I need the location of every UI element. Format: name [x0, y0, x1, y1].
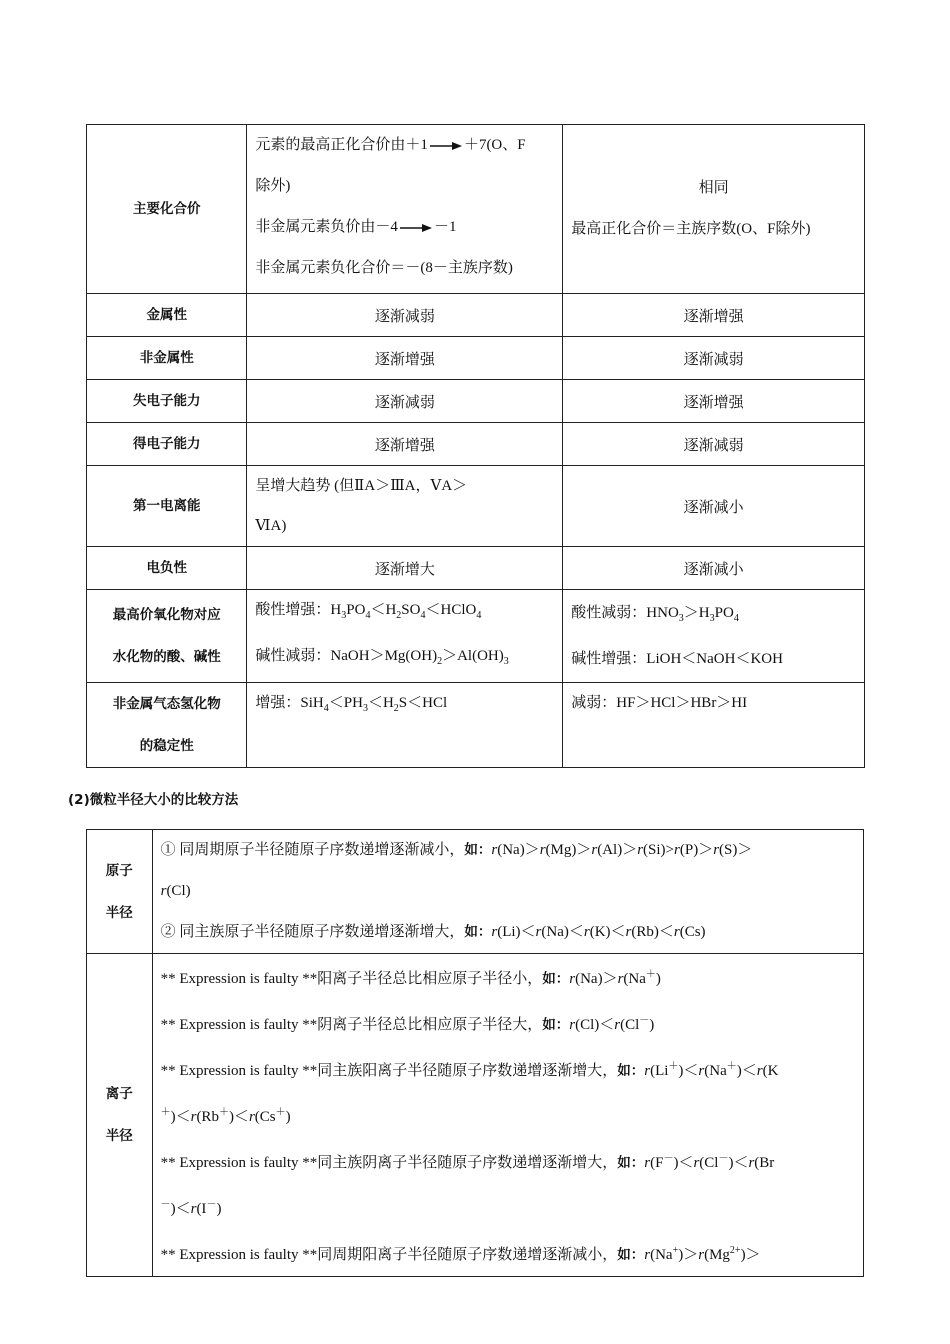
ion-radius-content	[152, 954, 863, 1277]
valence-line-3b: －1	[433, 219, 457, 235]
ion-rule-2: ** Expression is faulty **阴离子半径总比相应原子半径大，如：r(Cl)＜r(Cl－)	[160, 1015, 655, 1033]
valence-line-2: 除外)	[255, 178, 291, 194]
arrow-right-icon	[430, 141, 462, 151]
electronegativity-period: 逐渐增大	[247, 547, 563, 590]
acid-decrease-line: 酸性减弱：$HNO_3>H_3PO_4$	[571, 604, 739, 624]
atom-rule-1-cont: r(Cl)	[160, 883, 191, 899]
lose-electron-group: 逐渐增强	[563, 380, 865, 423]
oxide-period	[247, 590, 563, 683]
row-label-valence: 主要化合价	[87, 125, 247, 294]
oxide-group	[563, 590, 865, 683]
base-decrease-line: 碱性减弱：$NaOH>Mg(OH)_2>Al(OH)_3$	[255, 648, 509, 667]
radius-table	[86, 829, 864, 1277]
ionization-group: 逐渐减小	[563, 466, 865, 547]
section-title: (2)微粒半径大小的比较方法	[68, 792, 239, 808]
gain-electron-period: 逐渐增强	[247, 423, 563, 466]
hydride-group: 减弱：HF＞HCl＞HBr＞HI	[563, 683, 865, 768]
ionization-line-1: 呈增大趋势 (但ⅡA＞ⅢA，ⅤA＞	[255, 478, 468, 494]
ion-label-line-2: 半径	[105, 1128, 133, 1144]
row-label-ionization: 第一电离能	[87, 466, 247, 547]
atom-radius-content	[152, 830, 863, 954]
oxide-label-line-1: 最高价氧化物对应	[112, 607, 221, 623]
ion-rule-3: ** Expression is faulty **同主族阳离子半径随原子序数递增逐渐增大，如：r(Li＋)＜r(Na＋)＜r(K	[160, 1061, 779, 1079]
valence-group-line-2: 最高正化合价＝主族序数(O、F除外)	[571, 221, 811, 237]
row-label-hydride	[87, 683, 247, 768]
valence-line-3a: 非金属元素负价由－4	[255, 219, 398, 235]
nonmetallic-group: 逐渐减弱	[563, 337, 865, 380]
ionization-period	[247, 466, 563, 547]
valence-line-1a: 元素的最高正化合价由＋1	[255, 137, 428, 153]
hydride-period: 增强：$SiH_4<PH_3<H_2S<HCl$	[247, 683, 563, 768]
row-label-nonmetallic: 非金属性	[87, 337, 247, 380]
oxide-label-line-2: 水化物的酸、碱性	[112, 649, 221, 665]
nonmetallic-period: 逐渐增强	[247, 337, 563, 380]
valence-line-1b: ＋7(O、F	[463, 137, 526, 153]
metallic-period: 逐渐减弱	[247, 294, 563, 337]
ion-rule-1: ** Expression is faulty **阳离子半径总比相应原子半径小，如：r(Na)＞r(Na＋)	[160, 969, 661, 987]
row-label-lose-electron: 失电子能力	[87, 380, 247, 423]
acid-increase-line: 酸性增强：$H_3PO_4<H_2SO_4<HClO_4$	[255, 602, 482, 621]
atom-radius-label	[87, 830, 153, 954]
row-label-oxide-hydrate	[87, 590, 247, 683]
valence-line-4: 非金属元素负化合价＝－(8－主族序数)	[255, 260, 513, 276]
lose-electron-period: 逐渐减弱	[247, 380, 563, 423]
metallic-group: 逐渐增强	[563, 294, 865, 337]
base-increase-line: 碱性增强：LiOH＜NaOH＜KOH	[571, 650, 783, 667]
ion-rule-3-cont: ＋)＜r(Rb＋)＜r(Cs＋)	[160, 1107, 291, 1125]
hydride-label-line-1: 非金属气态氢化物	[112, 696, 221, 712]
ionization-line-2: ⅥA)	[255, 518, 287, 534]
atom-label-line-2: 半径	[105, 904, 133, 921]
atom-rule-1: ① 同周期原子半径随原子序数递增逐渐减小，如：r(Na)＞r(Mg)＞r(Al)＞r(Si)>r(P)＞r(S)＞	[160, 842, 753, 858]
valence-group-line-1: 相同	[698, 180, 729, 196]
atom-label-line-1: 原子	[105, 862, 133, 879]
row-label-metallic: 金属性	[87, 294, 247, 337]
ion-rule-4: ** Expression is faulty **同主族阴离子半径随原子序数递增逐渐增大，如：r(F－)＜r(Cl－)＜r(Br	[160, 1153, 775, 1171]
row-label-gain-electron: 得电子能力	[87, 423, 247, 466]
ion-radius-label	[87, 954, 153, 1277]
row-label-electronegativity: 电负性	[87, 547, 247, 590]
ion-label-line-1: 离子	[105, 1086, 133, 1102]
electronegativity-group: 逐渐减小	[563, 547, 865, 590]
periodic-trends-table	[86, 124, 865, 768]
hydride-label-line-2: 的稳定性	[139, 738, 194, 754]
arrow-right-icon	[400, 223, 432, 233]
gain-electron-group: 逐渐减弱	[563, 423, 865, 466]
valence-period-cell	[247, 125, 563, 294]
ion-rule-5: ** Expression is faulty **同周期阳离子半径随原子序数递增逐渐减小，如：$r(Na^+)>r(Mg^{2+})>$	[160, 1245, 761, 1263]
atom-rule-2: ② 同主族原子半径随原子序数递增逐渐增大，如：r(Li)＜r(Na)＜r(K)＜r(Rb)＜r(Cs)	[160, 924, 706, 940]
ion-rule-4-cont: －)＜r(I－)	[160, 1199, 222, 1217]
valence-group-cell	[563, 125, 865, 294]
